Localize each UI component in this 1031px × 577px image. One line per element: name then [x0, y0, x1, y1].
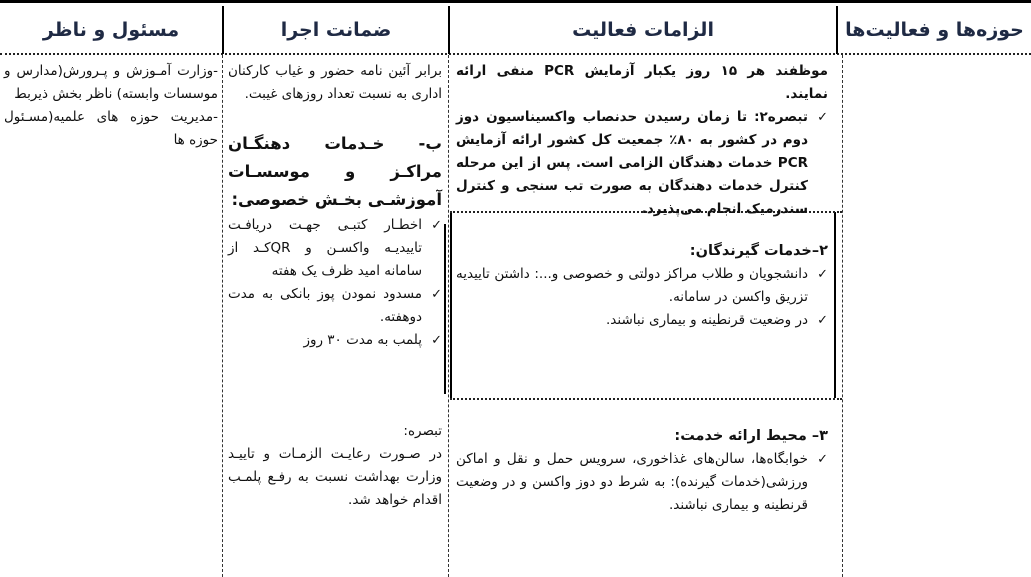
item-text: در وضعیت قرنطینه و بیماری نباشند.	[606, 312, 808, 328]
item-text: دانشجویان و طلاب مراکز دولتی و خصوصی و...: داشتن تاییدیه تزریق واکسن در سامانه.	[456, 266, 808, 305]
check-icon: ✓	[431, 287, 442, 302]
enforcement-cell	[228, 60, 442, 352]
note-label: تبصره:	[403, 423, 442, 439]
section-b-title: ب- خـدمات دهنگـان مراکـز و موسسـات آموزشـی بخـش خصوصی:	[228, 134, 442, 209]
requirement-note: تبصره۲: تا زمان رسیدن حدنصاب واکسیناسیون دوز دوم در کشور به ۸۰٪ جمعیت کل کشور ارائه آزمایش PCR خدمات دهندگان الزامی است. پس از این مرحله کنترل خدمات دهندگان به صورت تب سنجی و کنترل سندرمیک انجام می‌پذیرد.	[456, 109, 808, 217]
item-text: پلمب به مدت ۳۰ روز	[303, 332, 422, 348]
col-divider	[834, 212, 836, 398]
col-divider	[222, 55, 223, 577]
check-icon: ✓	[817, 267, 828, 282]
requirements-block-2	[456, 240, 828, 332]
checklist-item	[456, 263, 828, 309]
checklist-item	[228, 329, 442, 352]
checklist-item	[228, 214, 442, 283]
item-text: خوابگاه‌ها، سالن‌های غذاخوری، سرویس حمل و نقل و اماکن ورزشی(خدمات گیرنده): به شرط دو دوز واکسن و در وضعیت قرنطینه و بیماری نباشند.	[456, 451, 808, 513]
section-title: ۳– محیط ارائه خدمت:	[674, 428, 828, 444]
top-border	[0, 0, 1031, 3]
item-text: مسدود نمودن پوز بانکی به مدت دوهفته.	[228, 286, 422, 325]
requirement-text: موظفند هر ۱۵ روز یکبار آزمایش PCR منفی ارائه نمایند.	[456, 63, 828, 102]
col-divider	[842, 55, 843, 577]
note-text: در صـورت رعایـت الزمـات و تاییـد وزارت بهداشت نسبت به رفـع پلمـب اقدام خواهد شد.	[228, 446, 442, 508]
header-divider	[0, 53, 1031, 55]
header-responsible: مسئول و ناظر	[42, 18, 180, 41]
col-divider	[450, 212, 452, 398]
responsible-line: -مدیریت حوزه های علمیه(مسـئول حوزه ها	[4, 109, 218, 148]
col-divider	[444, 224, 446, 394]
requirements-block-3	[456, 425, 828, 517]
checklist-item	[456, 448, 828, 517]
check-icon: ✓	[817, 452, 828, 467]
col-divider	[448, 55, 449, 577]
row-divider	[450, 398, 842, 400]
col-divider	[836, 6, 838, 54]
header-areas: حوزه‌ها و فعالیت‌ها	[845, 18, 1024, 41]
requirements-block-1	[456, 60, 828, 221]
section-title: ۲–خدمات گیرندگان:	[689, 243, 828, 259]
header-enforcement: ضمانت اجرا	[280, 18, 392, 41]
check-icon: ✓	[431, 333, 442, 348]
enforcement-intro: برابر آئین نامه حضور و غیاب کارکنان اداری به نسبت تعداد روزهای غیبت.	[228, 63, 442, 102]
col-divider	[448, 6, 450, 54]
item-text: اخطـار کتبـی جهـت دریافـت تاییدیـه واکسـن و QRکـد از سامانه امید ظرف یک هفته	[228, 217, 423, 279]
enforcement-note	[228, 420, 442, 512]
col-divider	[222, 6, 224, 54]
check-icon: ✓	[817, 313, 828, 328]
responsible-cell	[4, 60, 218, 152]
check-icon: ✓	[431, 218, 442, 233]
responsible-line: -وزارت آمـوزش و پـرورش(مدارس و موسسات وابسته) ناظر بخش ذیربط	[4, 63, 218, 102]
checklist-item	[228, 283, 442, 329]
header-requirements: الزامات فعالیت	[572, 18, 714, 41]
checklist-item	[456, 309, 828, 332]
checklist-item	[456, 106, 828, 221]
check-icon: ✓	[817, 110, 828, 125]
